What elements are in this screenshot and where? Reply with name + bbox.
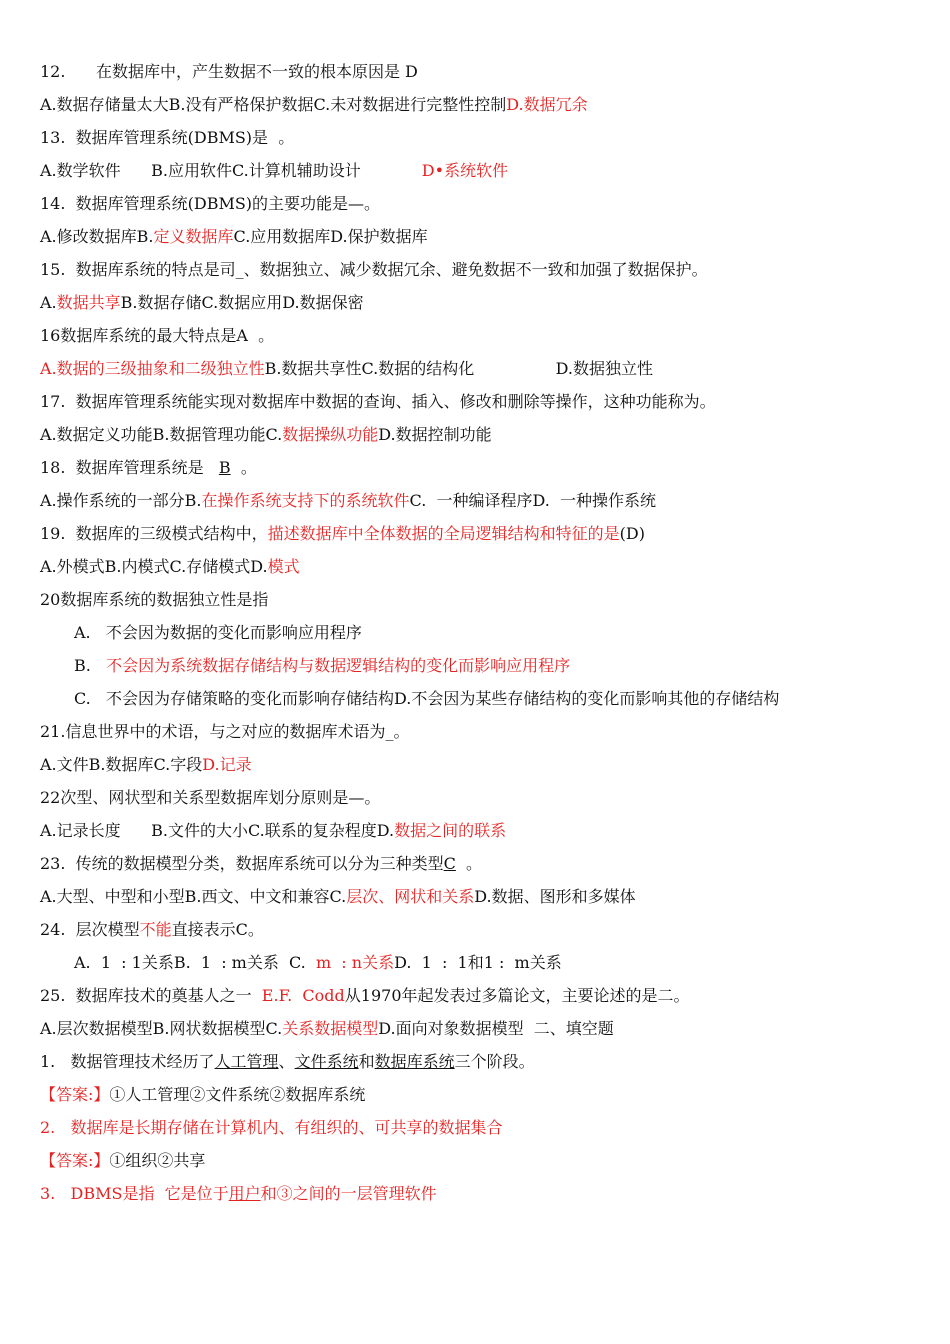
text-line [40, 1083, 365, 1107]
text-line [40, 423, 492, 447]
text-segment: 【答案:】 [40, 1151, 110, 1170]
text-segment: C.应用数据库D.保护数据库 [233, 227, 428, 246]
text-line [40, 555, 300, 579]
text-line [40, 522, 645, 546]
text-segment: 18. 数据库管理系统是 [40, 458, 219, 477]
text-segment: 描述数据库中全体数据的全局逻辑结构和特征的是 [267, 524, 620, 543]
text-segment: 19. 数据库的三级模式结构中， [40, 524, 268, 543]
text-segment: 从1970年起发表过多篇论文，主要论述的是二。 [344, 986, 690, 1005]
text-segment: 人工管理 [214, 1052, 279, 1071]
text-line [74, 687, 779, 711]
text-segment: 17. 数据库管理系统能实现对数据库中数据的查询、插入、修改和删除等操作，这种功能称为。 [40, 392, 716, 411]
text-segment: A.大型、中型和小型B.西文、中文和兼容C. [40, 887, 347, 906]
text-segment: A.数据定义功能B.数据管理功能C. [40, 425, 283, 444]
text-segment: B.数据共享性C.数据的结构化 [264, 359, 475, 378]
text-line [40, 786, 380, 810]
text-line [40, 984, 690, 1008]
text-line [40, 1182, 437, 1206]
text-line [40, 192, 380, 216]
text-segment: 14. 数据库管理系统(DBMS)的主要功能是—。 [40, 194, 381, 213]
text-segment: (D) [619, 524, 645, 543]
text-segment: 20数据库系统的数据独立性是指 [40, 590, 269, 609]
text-segment: 数据操纵功能 [282, 425, 379, 444]
text-line [40, 291, 364, 315]
text-line [40, 720, 409, 744]
text-segment: 用户 [228, 1184, 261, 1203]
text-line [74, 654, 570, 678]
text-segment: E.F. Codd [261, 986, 345, 1005]
text-line [40, 60, 418, 84]
text-segment: D.记录 [202, 755, 252, 774]
text-line [40, 390, 716, 414]
text-line [40, 852, 482, 876]
text-segment: 16数据库系统的最大特点是A 。 [40, 326, 275, 345]
text-segment: D.数据冗余 [506, 95, 588, 114]
text-segment: 13. 数据库管理系统(DBMS)是 。 [40, 128, 295, 147]
text-segment: A. [40, 293, 57, 312]
text-segment: 直接表示C。 [171, 920, 264, 939]
text-segment: ①组织②共享 [109, 1151, 206, 1170]
text-segment: 数据库系统 [374, 1052, 455, 1071]
text-line [40, 324, 274, 348]
text-line [40, 1017, 614, 1041]
text-segment: D.数据独立性 [555, 359, 653, 378]
text-line [40, 753, 252, 777]
text-line [40, 588, 268, 612]
text-segment: m : n关系 [315, 953, 395, 972]
text-segment: 三个阶段。 [454, 1052, 535, 1071]
text-line [40, 93, 588, 117]
text-segment: 1. 数据管理技术经历了 [40, 1052, 215, 1071]
text-segment: D. 1 : 1和1 : m关系 [394, 953, 562, 972]
text-segment: C [443, 854, 456, 873]
text-segment [474, 359, 555, 378]
text-segment: 【答案:】 [40, 1085, 110, 1104]
text-line [74, 951, 562, 975]
text-segment: D.数据控制功能 [378, 425, 492, 444]
text-segment: 24. 层次模型 [40, 920, 140, 939]
text-segment: A.数据的三级抽象和二级独立性 [40, 359, 265, 378]
text-segment: D.数据、图形和多媒体 [474, 887, 636, 906]
text-line [40, 225, 428, 249]
text-segment: B [218, 458, 231, 477]
text-segment [361, 161, 422, 180]
text-line [40, 885, 636, 909]
text-segment: 3. DBMS是指 它是位于 [40, 1184, 229, 1203]
text-segment: D.面向对象数据模型 二、填空题 [378, 1019, 614, 1038]
text-line [40, 357, 653, 381]
text-segment: 文件系统 [294, 1052, 359, 1071]
text-segment: 25. 数据库技术的奠基人之一 [40, 986, 262, 1005]
text-segment: 21.信息世界中的术语，与之对应的数据库术语为_。 [40, 722, 410, 741]
text-segment: 不能 [139, 920, 172, 939]
text-line [74, 621, 362, 645]
text-segment: 22次型、网状型和关系型数据库划分原则是—。 [40, 788, 381, 807]
text-segment: C. 一种编译程序D. 一种操作系统 [409, 491, 656, 510]
text-line [40, 819, 506, 843]
text-line [40, 126, 294, 150]
text-line [40, 258, 708, 282]
text-segment: A.数据存储量太大B.没有严格保护数据C.未对数据进行完整性控制 [40, 95, 507, 114]
text-segment: A.操作系统的一部分B. [40, 491, 202, 510]
text-line [40, 1116, 503, 1140]
text-segment: 15. 数据库系统的特点是司_、数据独立、减少数据冗余、避免数据不一致和加强了数据保护。 [40, 260, 708, 279]
text-segment: 12. 在数据库中，产生数据不一致的根本原因是 D [40, 62, 418, 81]
text-segment: A.修改数据库B. [40, 227, 154, 246]
text-segment: 定义数据库 [153, 227, 234, 246]
text-segment: ①人工管理②文件系统②数据库系统 [109, 1085, 366, 1104]
text-segment: A.记录长度 B.文件的大小C.联系的复杂程度D. [40, 821, 395, 840]
text-segment: 和③之间的一层管理软件 [260, 1184, 437, 1203]
text-segment: 、 [278, 1052, 295, 1071]
text-segment: 2. 数据库是长期存储在计算机内、有组织的、可共享的数据集合 [40, 1118, 503, 1137]
text-segment: A.层次数据模型B.网状数据模型C. [40, 1019, 283, 1038]
text-segment: 层次、网状和关系 [346, 887, 475, 906]
text-segment: B.数据存储C.数据应用D.数据保密 [120, 293, 364, 312]
text-segment: A. 1 : 1关系B. 1 : m关系 C. [74, 953, 316, 972]
text-segment: C. 不会因为存储策略的变化而影响存储结构D.不会因为某些存储结构的变化而影响其他的存储结构 [74, 689, 780, 708]
text-segment: 在操作系统支持下的系统软件 [201, 491, 410, 510]
text-segment: A.数学软件 B.应用软件C.计算机辅助设计 [40, 161, 361, 180]
text-segment: 23. 传统的数据模型分类，数据库系统可以分为三种类型 [40, 854, 444, 873]
text-segment: 。 [230, 458, 257, 477]
text-line [40, 1149, 205, 1173]
text-line [40, 1050, 535, 1074]
text-line [40, 159, 508, 183]
text-segment: 和 [358, 1052, 375, 1071]
text-segment: 关系数据模型 [282, 1019, 379, 1038]
text-segment: D•系统软件 [421, 161, 509, 180]
text-segment: B. [74, 656, 107, 675]
text-line [40, 456, 257, 480]
text-segment: 数据之间的联系 [394, 821, 507, 840]
text-segment: 模式 [267, 557, 300, 576]
text-segment: 不会因为系统数据存储结构与数据逻辑结构的变化而影响应用程序 [106, 656, 571, 675]
text-line [40, 918, 264, 942]
text-segment: A.外模式B.内模式C.存储模式D. [40, 557, 268, 576]
text-segment: A.文件B.数据库C.字段 [40, 755, 203, 774]
text-segment: 。 [455, 854, 483, 873]
text-segment: A. 不会因为数据的变化而影响应用程序 [74, 623, 362, 642]
text-segment: 数据共享 [56, 293, 121, 312]
text-line [40, 489, 656, 513]
